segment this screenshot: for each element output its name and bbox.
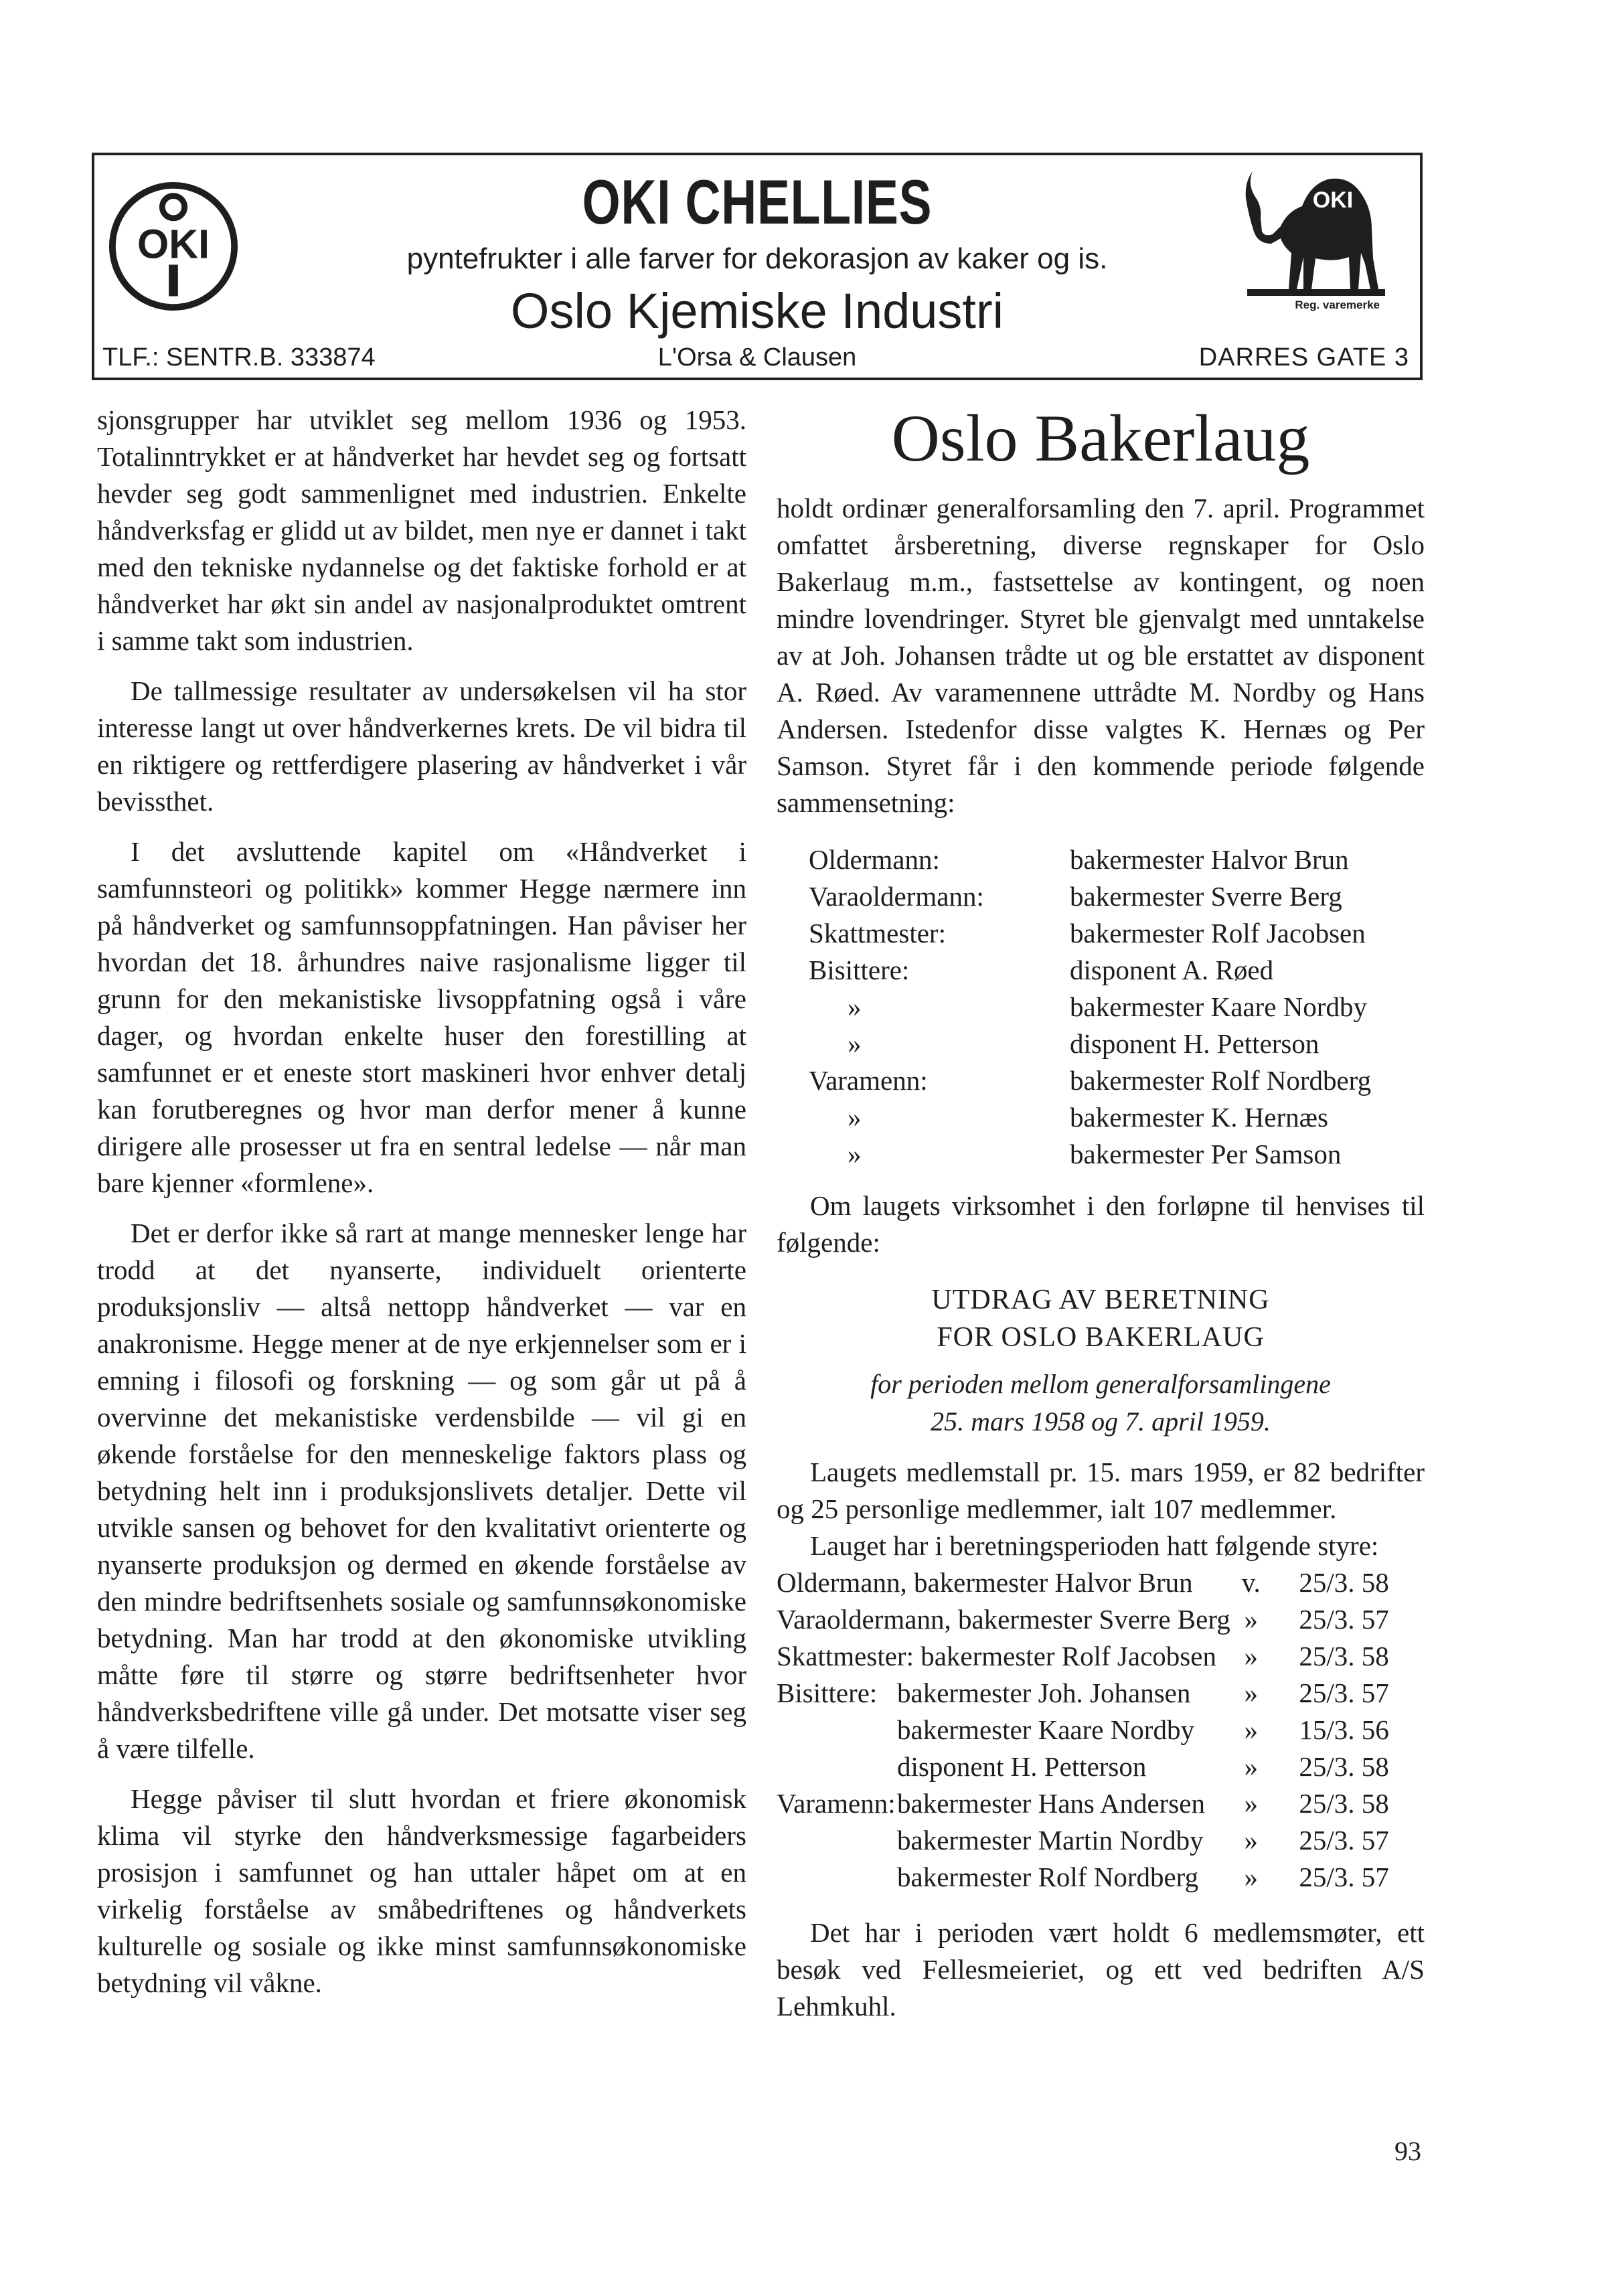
report-subtitle-line: 25. mars 1958 og 7. april 1959. xyxy=(931,1406,1271,1437)
board-row xyxy=(777,1822,1389,1859)
roster-row xyxy=(809,841,1371,878)
board-role xyxy=(777,1748,897,1785)
left-paragraph: De tallmessige resultater av undersøkelsen vil ha stor interesse langt ut over håndverkernes krets. De vil bidra til en riktigere og rettferdigere plasering av håndverket i vår bevissthet. xyxy=(97,675,746,817)
board-mark: » xyxy=(1244,1604,1258,1635)
board-date: 25/3. 57 xyxy=(1299,1862,1389,1892)
board-name: bakermester Martin Nordby xyxy=(897,1825,1204,1856)
roster-row xyxy=(809,1136,1371,1173)
advertisement xyxy=(92,153,1423,380)
board-row xyxy=(777,1564,1389,1601)
right-column xyxy=(777,402,1425,2038)
board-row xyxy=(777,1712,1389,1748)
board-date: 25/3. 58 xyxy=(1299,1641,1389,1671)
board-role xyxy=(777,1712,897,1748)
intro-paragraph: holdt ordinær generalforsamling den 7. april. Programmet omfattet årsberetning, diverse regnskaper for Oslo Bakerlaug m.m., fastsettelse av kontingent, og noen mindre lovendringer. Styret ble gjenvalgt med unntakelse av at Joh. Johansen trådte ut og ble erstattet av disponent A. Røed. Av varamennene uttrådte M. Nordby og Hans Andersen. Istedenfor disse valgtes K. Hernæs og Per Samson. Styret får i den kommende periode følgende sammensetning: xyxy=(777,493,1425,818)
report-title-line: UTDRAG AV BERETNING xyxy=(931,1285,1270,1315)
roster-role: Varaoldermann: xyxy=(809,881,984,912)
board-role: Varamenn: xyxy=(777,1788,896,1819)
roster-name: disponent H. Petterson xyxy=(1070,1028,1320,1059)
board-intro: Lauget har i beretningsperioden hatt følgende styre: xyxy=(810,1530,1379,1561)
report-title-line: FOR OSLO BAKERLAUG xyxy=(937,1322,1265,1353)
board-row xyxy=(777,1638,1389,1675)
page-number: 93 xyxy=(1394,2136,1421,2166)
report-subtitle-line: for perioden mellom generalforsamlingene xyxy=(870,1369,1331,1399)
roster-row xyxy=(809,878,1371,915)
roster-name: bakermester Rolf Nordberg xyxy=(1070,1065,1372,1096)
board-name: bakermester Kaare Nordby xyxy=(897,1714,1194,1745)
svg-text:OKI: OKI xyxy=(137,221,210,267)
board-name: disponent H. Petterson xyxy=(897,1751,1147,1782)
camel-icon xyxy=(1241,165,1388,299)
left-column xyxy=(97,402,746,2015)
board-date: 25/3. 58 xyxy=(1299,1751,1389,1782)
left-paragraph: Hegge påviser til slutt hvordan et friere økonomisk klima vil styrke den håndverksmessige fagarbeiders prosisjon i samfunnet og han uttaler håpet om at en virkelig forståelse av småbedriftenes og håndverkets kulturelle og sosiale og ikke minst samfunnsøkonomiske betydning vil våkne. xyxy=(97,1783,746,1998)
board-mark: » xyxy=(1244,1788,1258,1819)
roster-role: Bisittere: xyxy=(809,955,910,985)
closing-paragraph: Det har i perioden vært holdt 6 medlemsmøter, ett besøk ved Fellesmeieriet, og ett ved bedriften A/S Lehmkuhl. xyxy=(777,1917,1425,2022)
ad-title: OKI CHELLIES xyxy=(582,167,933,237)
board-role xyxy=(777,1822,897,1859)
board-row xyxy=(777,1785,1389,1822)
roster-row xyxy=(809,989,1371,1026)
roster-row xyxy=(809,1062,1371,1099)
roster-name: bakermester Per Samson xyxy=(1070,1139,1342,1169)
article-heading: Oslo Bakerlaug xyxy=(891,401,1310,475)
roster-role: » xyxy=(848,1102,862,1133)
ad-tagline: pyntefrukter i alle farver for dekorasjon av kaker og is. xyxy=(406,242,1108,275)
board-mark: » xyxy=(1244,1825,1258,1856)
roster-table xyxy=(809,841,1371,1173)
board-name: bakermester Hans Andersen xyxy=(897,1788,1205,1819)
roster-role: » xyxy=(848,1028,862,1059)
ad-phone: TLF.: SENTR.B. 333874 xyxy=(102,343,376,372)
roster-name: bakermester K. Hernæs xyxy=(1070,1102,1328,1133)
board-row xyxy=(777,1748,1389,1785)
board-role xyxy=(777,1859,897,1896)
roster-role: Oldermann: xyxy=(809,844,940,875)
board-mark: » xyxy=(1244,1862,1258,1892)
board-date: 15/3. 56 xyxy=(1299,1714,1389,1745)
left-paragraph: sjonsgrupper har utviklet seg mellom 1936 og 1953. Totalinntrykket er at håndverket har hevdet seg og fortsatt hevder seg godt sammenlignet med industrien. Enkelte håndverksfag er glidd ut av bildet, men nye er dannet i takt med den tekniske nydannelse og det faktiske forhold er at håndverket har økt sin andel av nasjonalproduktet omtrent i samme takt som industrien. xyxy=(97,404,746,656)
report-subtitle xyxy=(777,1366,1425,1441)
board-mark: » xyxy=(1244,1751,1258,1782)
board-mark: » xyxy=(1244,1677,1258,1708)
board-role: Oldermann, bakermester Halvor Brun xyxy=(777,1567,1193,1598)
board-mark: v. xyxy=(1241,1567,1261,1598)
roster-row xyxy=(809,915,1371,952)
board-date: 25/3. 57 xyxy=(1299,1604,1389,1635)
board-name: bakermester Joh. Johansen xyxy=(897,1677,1191,1708)
roster-name: bakermester Rolf Jacobsen xyxy=(1070,918,1366,949)
roster-row xyxy=(809,1026,1371,1062)
board-role: Varaoldermann, bakermester Sverre Berg xyxy=(777,1604,1230,1635)
board-role: Skattmester: bakermester Rolf Jacobsen xyxy=(777,1641,1216,1671)
board-mark: » xyxy=(1244,1714,1258,1745)
board-mark: » xyxy=(1244,1641,1258,1671)
roster-row xyxy=(809,1099,1371,1136)
board-date: 25/3. 58 xyxy=(1299,1567,1389,1598)
roster-role: » xyxy=(848,1139,862,1169)
left-paragraph: Det er derfor ikke så rart at mange mennesker lenge har trodd at det nyanserte, individuelt orienterte produksjonsliv — altså nettopp håndverket — var en anakronisme. Hegge mener at de nye erkjennelser som er i emning i filosofi og forskning — og som går ut på å overvinne det mekanistiske verdensbilde — vil gi en økende forståelse for den menneskelige faktors plass og betydning helt inn i produksjonslivets detaljer. Dette vil utvikle sansen og behovet for den kvalitativt orienterte og nyanserte produksjon og dermed en økende forståelse av den mindre bedriftsenhets sosiale og samfunnsøkonomiske betydning. Man har trodd at den økonomiske utvikling måtte føre til større og større bedriftsenheter hvor håndverksbedriftene ville gå under. Det motsatte viser seg å være tilfelle. xyxy=(97,1218,746,1764)
ad-address: DARRES GATE 3 xyxy=(1198,343,1409,372)
board-row xyxy=(777,1675,1389,1712)
board-date: 25/3. 58 xyxy=(1299,1788,1389,1819)
roster-role: Skattmester: xyxy=(809,918,946,949)
referral-paragraph: Om laugets virksomhet i den forløpne til henvises til følgende: xyxy=(777,1190,1425,1258)
board-table xyxy=(777,1564,1389,1896)
svg-text:OKI: OKI xyxy=(1312,187,1354,213)
ad-trademark: Reg. varemerke xyxy=(1295,299,1380,311)
roster-row xyxy=(809,952,1371,989)
members-paragraph: Laugets medlemstall pr. 15. mars 1959, er 82 bedrifter og 25 personlige medlemmer, ialt 107 medlemmer. xyxy=(777,1457,1425,1524)
left-paragraph: I det avsluttende kapitel om «Håndverket i samfunnsteori og politikk» kommer Hegge nærmere inn på håndverket og samfunnsoppfatningen. Han påviser her hvordan det 18. århundres naive rasjonalisme ligger til grunn for den mekanistiske livsoppfatning også i våre dager, og hvordan enkelte huser den forestilling at samfunnet er et eneste stort maskineri hvor enhver detalj kan forutberegnes og hvor man derfor mener å kunne dirigere alle prosesser ut fra en sentral ledelse — når man bare kjenner «formlene». xyxy=(97,836,746,1198)
board-date: 25/3. 57 xyxy=(1299,1677,1389,1708)
board-row xyxy=(777,1601,1389,1638)
roster-name: bakermester Halvor Brun xyxy=(1070,844,1349,875)
board-row xyxy=(777,1859,1389,1896)
board-role: Bisittere: xyxy=(777,1677,878,1708)
ad-company-name: Oslo Kjemiske Industri xyxy=(510,283,1004,339)
roster-role: » xyxy=(848,991,862,1022)
roster-name: bakermester Sverre Berg xyxy=(1070,881,1342,912)
report-title xyxy=(777,1281,1425,1356)
roster-name: disponent A. Røed xyxy=(1070,955,1274,985)
roster-name: bakermester Kaare Nordby xyxy=(1070,991,1367,1022)
board-date: 25/3. 57 xyxy=(1299,1825,1389,1856)
ad-authors: L'Orsa & Clausen xyxy=(657,343,857,372)
board-name: bakermester Rolf Nordberg xyxy=(897,1862,1199,1892)
roster-role: Varamenn: xyxy=(809,1065,928,1096)
